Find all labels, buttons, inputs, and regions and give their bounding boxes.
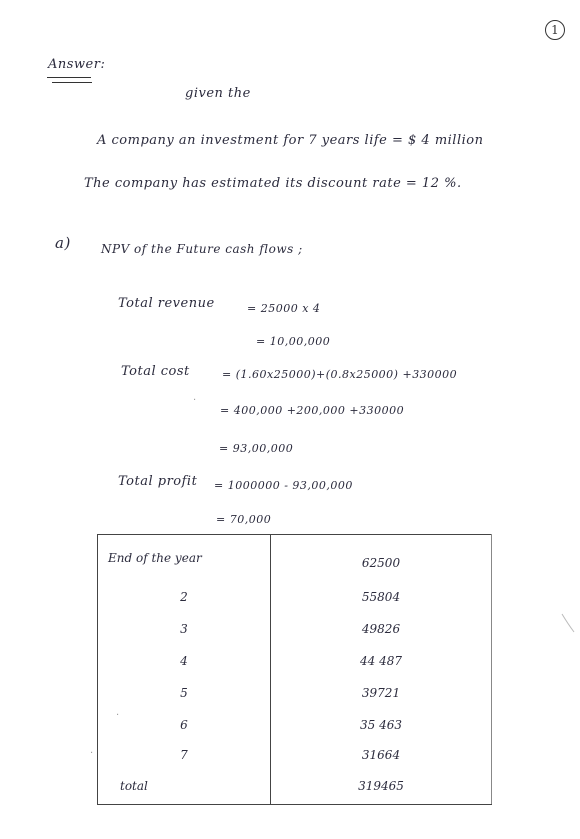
table-row [98, 645, 492, 677]
table-total-row [98, 769, 492, 805]
part-a-title: NPV of the Future cash flows ; [101, 242, 303, 256]
table-row [98, 677, 492, 709]
company-line: A company an investment for 7 years life = $ 4 million [97, 133, 484, 148]
given-line: given the [185, 86, 251, 101]
table-row [98, 581, 492, 613]
cash-flow-table [97, 534, 492, 805]
stray-mark: · [90, 748, 94, 759]
table-row [98, 741, 492, 769]
table-row [98, 709, 492, 741]
profit-line-1: = 1000000 - 93,00,000 [214, 479, 353, 492]
heading-underline [47, 77, 91, 78]
table-total-label: total [98, 769, 271, 805]
revenue-line-2: = 10,00,000 [256, 335, 331, 348]
cost-line-2: = 400,000 +200,000 +330000 [220, 404, 405, 417]
table-cell-year: 5 [98, 677, 271, 709]
table-cell-year: 7 [98, 741, 271, 769]
page-number: 1 [545, 20, 565, 40]
table-total-value: 319465 [358, 779, 404, 794]
part-a-label: a) [55, 234, 71, 252]
profit-label: Total profit [118, 474, 198, 489]
table-cell-year: 2 [98, 581, 271, 613]
cost-line-1: = (1.60x25000)+(0.8x25000) +330000 [222, 368, 458, 381]
table-cell-year: 3 [98, 613, 271, 645]
revenue-label: Total revenue [118, 296, 215, 311]
table-cell-value: 31664 [361, 747, 401, 762]
table-cell-value: 49826 [361, 621, 401, 636]
margin-stroke [560, 612, 576, 634]
cost-label: Total cost [121, 364, 190, 379]
stray-mark: · [193, 395, 197, 406]
table-cell-year: 4 [98, 645, 271, 677]
table-cell-value: 35 463 [360, 717, 402, 732]
heading-underline-2 [52, 82, 92, 83]
table-row [98, 613, 492, 645]
discount-line: The company has estimated its discount rate = 12 %. [84, 176, 462, 191]
stray-mark: · [116, 710, 120, 721]
table-cell-value: 44 487 [360, 653, 402, 668]
cost-line-3: = 93,00,000 [219, 442, 294, 455]
table-header-row [98, 535, 492, 581]
answer-heading: Answer: [48, 57, 106, 72]
table-header-cell: End of the year [98, 535, 271, 581]
revenue-line-1: = 25000 x 4 [247, 302, 321, 315]
table-cell-value: 39721 [361, 685, 401, 700]
table-cell-year: 6 [98, 709, 271, 741]
profit-line-2: = 70,000 [216, 513, 272, 526]
table-cell-value: 55804 [361, 589, 401, 604]
table-cell-value: 62500 [361, 555, 401, 570]
